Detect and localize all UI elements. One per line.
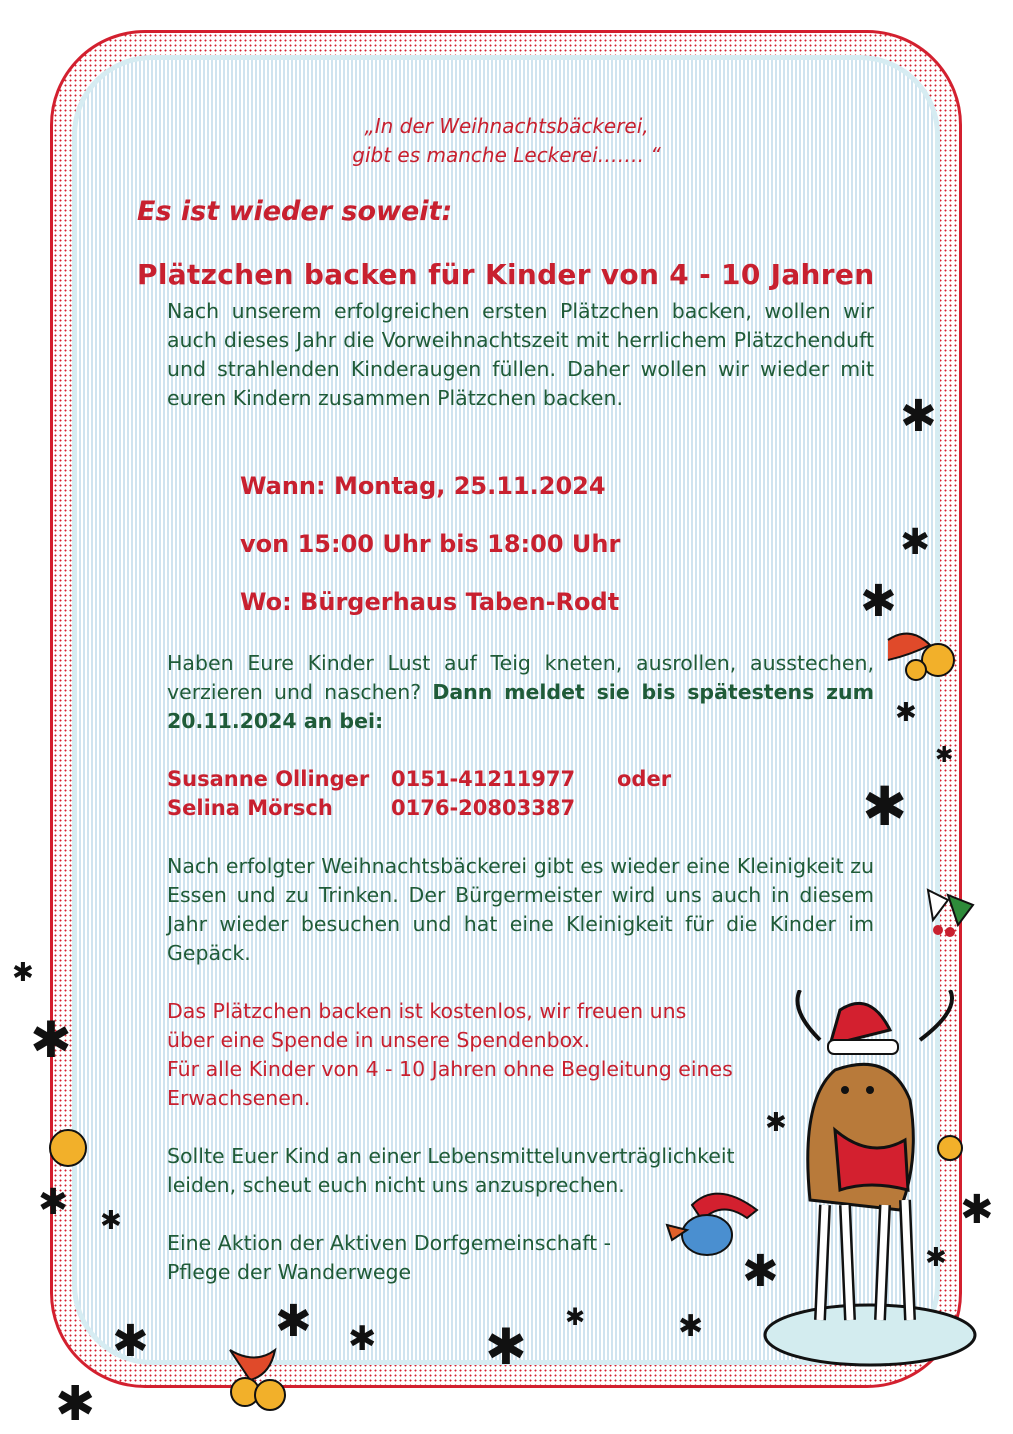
bell-icon: [220, 1340, 300, 1415]
registration-text: Haben Eure Kinder Lust auf Teig kneten, ausrollen, ausstechen, verzieren und naschen? Dann meldet sie bis spätestens zum 20.11.2024 an bei:: [167, 651, 874, 733]
snowflake-icon: ✱: [275, 1296, 312, 1347]
snowflake-icon: ✱: [765, 1108, 787, 1138]
snowflake-icon: ✱: [55, 1376, 96, 1432]
intro-text: Nach unserem erfolgreichen ersten Plätzchen backen, wollen wir auch dieses Jahr die Vorweihnachtszeit mit herrlichem Plätzchenduft und strahlenden Kinderaugen füllen. Daher wollen wir wieder mit euren Kindern zusammen Plätzchen backen.: [167, 299, 874, 410]
snowflake-icon: ✱: [678, 1309, 704, 1344]
snowflake-icon: ✱: [38, 1182, 69, 1223]
allergy-text: Sollte Euer Kind an einer Lebensmittelunverträglichkeit leiden, scheut euch nicht uns anzusprechen.: [167, 1144, 735, 1197]
snowflake-icon: ✱: [348, 1319, 377, 1359]
title: Plätzchen backen für Kinder von 4 - 10 Jahren: [137, 258, 875, 291]
reindeer-icon: [760, 990, 990, 1370]
event-time: von 15:00 Uhr bis 18:00 Uhr: [240, 530, 621, 558]
free-text: Das Plätzchen backen ist kostenlos, wir freuen uns über eine Spende in unsere Spendenbox. Für alle Kinder von 4 - 10 Jahren ohne Begleitung eines Erwachsenen.: [167, 999, 733, 1110]
snowflake-icon: ✱: [565, 1303, 586, 1331]
snowflake-icon: ✱: [100, 1206, 122, 1236]
snowflake-icon: ✱: [12, 958, 34, 988]
holly-icon: [918, 880, 978, 940]
quote: „In der Weihnachtsbäckerei, gibt es manche Leckerei……. “: [352, 114, 661, 167]
footer-text: Eine Aktion der Aktiven Dorfgemeinschaft - Pflege der Wanderwege: [167, 1231, 612, 1284]
event-date: Wann: Montag, 25.11.2024: [240, 472, 606, 500]
snowflake-icon: ✱: [30, 1011, 72, 1069]
heading: Es ist wieder soweit:: [137, 196, 453, 227]
after-text: Nach erfolgter Weihnachtsbäckerei gibt es wieder eine Kleinigkeit zu Essen und zu Trinken. Der Bürgermeister wird uns auch in diesem Jahr wieder besuchen und hat eine Kleinigkeit für die Kinder im Gepäck.: [167, 854, 874, 965]
bell-icon: [40, 1120, 100, 1180]
snowflake-icon: ✱: [900, 522, 931, 563]
snowflake-icon: ✱: [742, 1246, 779, 1297]
snowflake-icon: ✱: [895, 698, 917, 728]
snowflake-icon: ✱: [900, 391, 937, 442]
contact-row: Susanne Ollinger 0151-41211977 oder: [167, 767, 672, 791]
bird-icon: [662, 1180, 772, 1275]
event-location: Wo: Bürgerhaus Taben-Rodt: [240, 588, 620, 616]
bell-icon: [880, 615, 970, 690]
snowflake-icon: ✱: [960, 1187, 994, 1233]
snowflake-icon: ✱: [935, 743, 954, 768]
snowflake-icon: ✱: [485, 1318, 527, 1376]
snowflake-icon: ✱: [925, 1243, 947, 1273]
contacts: [167, 765, 671, 823]
contact-row: Selina Mörsch 0176-20803387: [167, 796, 576, 820]
snowflake-icon: ✱: [862, 775, 908, 838]
snowflake-icon: ✱: [860, 576, 897, 627]
snowflake-icon: ✱: [112, 1316, 149, 1367]
